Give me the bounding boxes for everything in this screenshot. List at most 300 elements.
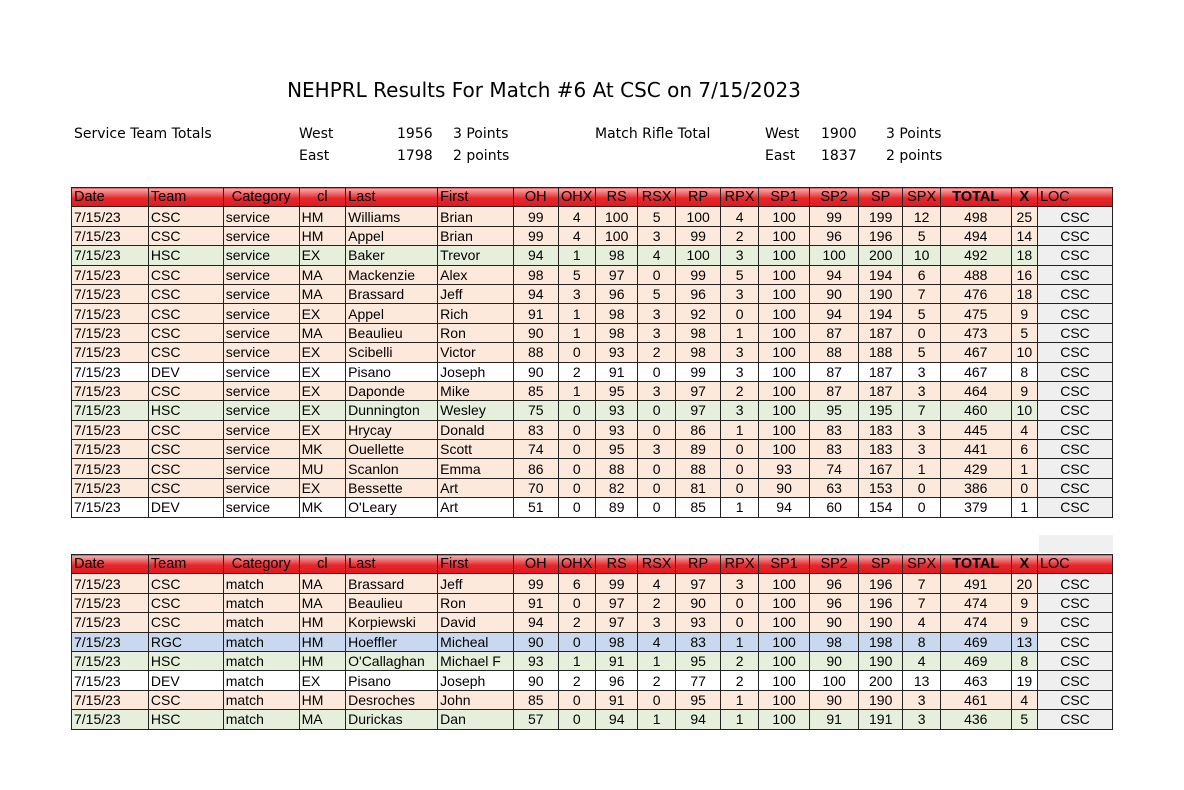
cell-rp: 81: [675, 478, 721, 497]
cell-rpx: 0: [721, 304, 758, 323]
cell-rpx: 0: [721, 593, 758, 612]
column-header-date: Date: [72, 188, 149, 207]
cell-last: Scibelli: [346, 343, 438, 362]
cell-sp1: 100: [758, 613, 810, 632]
cell-category: match: [223, 710, 299, 729]
cell-rpx: 3: [721, 284, 758, 303]
table-row: [72, 343, 1113, 362]
cell-rs: 91: [595, 690, 637, 709]
cell-first: Art: [438, 478, 514, 497]
cell-cl: HM: [299, 651, 346, 670]
cell-last: Dunnington: [346, 401, 438, 420]
cell-cl: EX: [299, 671, 346, 690]
cell-x: 0: [1011, 478, 1037, 497]
cell-loc: CSC: [1037, 420, 1112, 439]
cell-ohx: 1: [558, 323, 595, 342]
cell-last: Hrycay: [346, 420, 438, 439]
loc-gap-cell: [1039, 535, 1113, 553]
cell-first: Dan: [438, 710, 514, 729]
cell-first: Brian: [438, 207, 514, 226]
cell-sp: 200: [858, 246, 903, 265]
cell-team: HSC: [148, 401, 223, 420]
cell-cl: EX: [299, 362, 346, 381]
cell-x: 20: [1011, 574, 1037, 593]
cell-sp: 199: [858, 207, 903, 226]
cell-sp2: 91: [810, 710, 859, 729]
cell-rsx: 0: [638, 459, 675, 478]
cell-x: 19: [1011, 671, 1037, 690]
column-header-oh: OH: [514, 555, 559, 574]
cell-spx: 3: [903, 362, 940, 381]
cell-loc: CSC: [1037, 613, 1112, 632]
cell-rs: 88: [595, 459, 637, 478]
cell-team: CSC: [148, 478, 223, 497]
cell-category: match: [223, 671, 299, 690]
cell-sp1: 100: [758, 343, 810, 362]
cell-cl: EX: [299, 304, 346, 323]
cell-x: 18: [1011, 246, 1037, 265]
cell-rpx: 3: [721, 401, 758, 420]
table-row: [72, 304, 1113, 323]
cell-rpx: 2: [721, 381, 758, 400]
cell-sp1: 100: [758, 265, 810, 284]
cell-sp1: 93: [758, 459, 810, 478]
cell-ohx: 0: [558, 343, 595, 362]
cell-rp: 90: [675, 593, 721, 612]
cell-category: match: [223, 651, 299, 670]
cell-date: 7/15/23: [72, 420, 149, 439]
cell-sp2: 87: [810, 381, 859, 400]
cell-sp: 196: [858, 593, 903, 612]
column-header-rsx: RSX: [638, 555, 675, 574]
cell-last: O'Callaghan: [346, 651, 438, 670]
match-east-label: East: [765, 148, 796, 164]
cell-rpx: 3: [721, 574, 758, 593]
cell-oh: 88: [514, 343, 559, 362]
cell-rs: 91: [595, 651, 637, 670]
cell-spx: 1: [903, 459, 940, 478]
cell-team: RGC: [148, 632, 223, 651]
cell-rpx: 1: [721, 420, 758, 439]
match-totals-label: Match Rifle Total: [595, 126, 711, 142]
cell-date: 7/15/23: [72, 284, 149, 303]
cell-rpx: 1: [721, 632, 758, 651]
column-header-first: First: [438, 555, 514, 574]
cell-team: CSC: [148, 440, 223, 459]
cell-ohx: 4: [558, 207, 595, 226]
cell-ohx: 1: [558, 381, 595, 400]
column-header-category: Category: [223, 188, 299, 207]
cell-spx: 10: [903, 246, 940, 265]
cell-ohx: 0: [558, 459, 595, 478]
cell-total: 492: [940, 246, 1011, 265]
column-header-total: TOTAL: [940, 188, 1011, 207]
cell-ohx: 4: [558, 226, 595, 245]
cell-spx: 3: [903, 710, 940, 729]
cell-rsx: 3: [638, 440, 675, 459]
cell-loc: CSC: [1037, 226, 1112, 245]
cell-sp: 194: [858, 304, 903, 323]
cell-ohx: 2: [558, 362, 595, 381]
cell-total: 379: [940, 498, 1011, 517]
cell-rpx: 3: [721, 246, 758, 265]
cell-loc: CSC: [1037, 304, 1112, 323]
cell-date: 7/15/23: [72, 671, 149, 690]
cell-cl: EX: [299, 343, 346, 362]
cell-rp: 89: [675, 440, 721, 459]
cell-ohx: 0: [558, 440, 595, 459]
cell-team: CSC: [148, 593, 223, 612]
match-west-label: West: [765, 126, 800, 142]
cell-x: 4: [1011, 690, 1037, 709]
cell-rs: 97: [595, 593, 637, 612]
cell-sp: 198: [858, 632, 903, 651]
cell-rpx: 1: [721, 690, 758, 709]
cell-rs: 96: [595, 671, 637, 690]
cell-rp: 99: [675, 362, 721, 381]
cell-first: Donald: [438, 420, 514, 439]
cell-sp1: 90: [758, 478, 810, 497]
cell-sp: 190: [858, 651, 903, 670]
cell-last: Pisano: [346, 671, 438, 690]
cell-loc: CSC: [1037, 574, 1112, 593]
cell-date: 7/15/23: [72, 651, 149, 670]
cell-team: CSC: [148, 343, 223, 362]
cell-total: 441: [940, 440, 1011, 459]
cell-sp1: 94: [758, 498, 810, 517]
cell-spx: 7: [903, 593, 940, 612]
cell-loc: CSC: [1037, 323, 1112, 342]
cell-cl: EX: [299, 401, 346, 420]
cell-sp1: 100: [758, 207, 810, 226]
cell-oh: 57: [514, 710, 559, 729]
cell-oh: 90: [514, 323, 559, 342]
cell-rsx: 5: [638, 284, 675, 303]
column-header-sp1: SP1: [758, 188, 810, 207]
cell-rsx: 0: [638, 478, 675, 497]
cell-category: match: [223, 613, 299, 632]
cell-date: 7/15/23: [72, 381, 149, 400]
column-header-spx: SPX: [903, 555, 940, 574]
cell-x: 9: [1011, 381, 1037, 400]
cell-last: Scanlon: [346, 459, 438, 478]
cell-rp: 92: [675, 304, 721, 323]
cell-rsx: 4: [638, 246, 675, 265]
cell-rsx: 3: [638, 381, 675, 400]
column-header-team: Team: [148, 188, 223, 207]
cell-cl: MA: [299, 323, 346, 342]
cell-sp2: 88: [810, 343, 859, 362]
cell-sp1: 100: [758, 362, 810, 381]
cell-team: HSC: [148, 246, 223, 265]
cell-x: 1: [1011, 459, 1037, 478]
cell-cl: MA: [299, 593, 346, 612]
cell-loc: CSC: [1037, 690, 1112, 709]
cell-rsx: 0: [638, 690, 675, 709]
cell-oh: 70: [514, 478, 559, 497]
column-header-last: Last: [346, 555, 438, 574]
cell-loc: CSC: [1037, 632, 1112, 651]
cell-rpx: 2: [721, 226, 758, 245]
table-row: [72, 593, 1113, 612]
cell-rpx: 3: [721, 343, 758, 362]
cell-sp1: 100: [758, 593, 810, 612]
cell-first: Joseph: [438, 671, 514, 690]
cell-sp2: 96: [810, 226, 859, 245]
cell-oh: 94: [514, 246, 559, 265]
column-header-total: TOTAL: [940, 555, 1011, 574]
column-header-sp2: SP2: [810, 555, 859, 574]
cell-spx: 4: [903, 651, 940, 670]
cell-last: Brassard: [346, 574, 438, 593]
cell-sp2: 100: [810, 671, 859, 690]
cell-rs: 94: [595, 710, 637, 729]
cell-rsx: 2: [638, 593, 675, 612]
cell-spx: 7: [903, 574, 940, 593]
cell-rpx: 2: [721, 671, 758, 690]
cell-rsx: 3: [638, 323, 675, 342]
cell-team: CSC: [148, 574, 223, 593]
cell-spx: 3: [903, 420, 940, 439]
cell-ohx: 0: [558, 690, 595, 709]
cell-ohx: 1: [558, 651, 595, 670]
cell-date: 7/15/23: [72, 226, 149, 245]
column-header-team: Team: [148, 555, 223, 574]
table-row: [72, 671, 1113, 690]
table-row: [72, 420, 1113, 439]
cell-rpx: 1: [721, 498, 758, 517]
cell-loc: CSC: [1037, 246, 1112, 265]
cell-cl: MK: [299, 498, 346, 517]
cell-sp2: 90: [810, 613, 859, 632]
cell-date: 7/15/23: [72, 613, 149, 632]
cell-x: 10: [1011, 343, 1037, 362]
cell-date: 7/15/23: [72, 459, 149, 478]
cell-rpx: 0: [721, 613, 758, 632]
cell-ohx: 3: [558, 284, 595, 303]
cell-rs: 98: [595, 246, 637, 265]
cell-sp2: 63: [810, 478, 859, 497]
cell-date: 7/15/23: [72, 343, 149, 362]
cell-first: Emma: [438, 459, 514, 478]
cell-total: 474: [940, 593, 1011, 612]
cell-rsx: 0: [638, 420, 675, 439]
cell-team: CSC: [148, 459, 223, 478]
cell-sp: 196: [858, 574, 903, 593]
table-row: [72, 613, 1113, 632]
cell-loc: CSC: [1037, 710, 1112, 729]
cell-team: CSC: [148, 323, 223, 342]
cell-sp1: 100: [758, 226, 810, 245]
cell-cl: HM: [299, 690, 346, 709]
cell-spx: 6: [903, 265, 940, 284]
cell-spx: 3: [903, 381, 940, 400]
cell-sp2: 95: [810, 401, 859, 420]
cell-sp2: 87: [810, 362, 859, 381]
cell-rpx: 3: [721, 362, 758, 381]
cell-ohx: 6: [558, 574, 595, 593]
cell-ohx: 0: [558, 478, 595, 497]
cell-team: DEV: [148, 671, 223, 690]
cell-oh: 94: [514, 613, 559, 632]
cell-rs: 98: [595, 304, 637, 323]
service-west-score: 1956: [397, 126, 433, 142]
cell-sp1: 100: [758, 420, 810, 439]
cell-total: 491: [940, 574, 1011, 593]
cell-first: Jeff: [438, 574, 514, 593]
cell-rp: 95: [675, 651, 721, 670]
column-header-last: Last: [346, 188, 438, 207]
column-header-sp: SP: [858, 555, 903, 574]
cell-loc: CSC: [1037, 381, 1112, 400]
cell-first: Ron: [438, 593, 514, 612]
cell-cl: MA: [299, 284, 346, 303]
cell-oh: 85: [514, 690, 559, 709]
cell-x: 9: [1011, 304, 1037, 323]
cell-date: 7/15/23: [72, 304, 149, 323]
cell-sp2: 83: [810, 440, 859, 459]
cell-loc: CSC: [1037, 440, 1112, 459]
cell-rsx: 1: [638, 710, 675, 729]
cell-sp1: 100: [758, 440, 810, 459]
cell-rs: 98: [595, 632, 637, 651]
page-title: NEHPRL Results For Match #6 At CSC on 7/15/2023: [287, 78, 801, 102]
table-row: [72, 323, 1113, 342]
cell-team: CSC: [148, 381, 223, 400]
table-row: [72, 478, 1113, 497]
cell-sp2: 90: [810, 651, 859, 670]
cell-loc: CSC: [1037, 478, 1112, 497]
cell-category: service: [223, 381, 299, 400]
cell-ohx: 2: [558, 613, 595, 632]
cell-oh: 51: [514, 498, 559, 517]
column-header-x: X: [1011, 555, 1037, 574]
cell-rp: 85: [675, 498, 721, 517]
cell-sp2: 90: [810, 690, 859, 709]
cell-total: 386: [940, 478, 1011, 497]
cell-first: Jeff: [438, 284, 514, 303]
cell-ohx: 0: [558, 498, 595, 517]
cell-date: 7/15/23: [72, 574, 149, 593]
table-row: [72, 632, 1113, 651]
cell-rsx: 4: [638, 632, 675, 651]
cell-sp: 183: [858, 440, 903, 459]
cell-rsx: 5: [638, 207, 675, 226]
cell-category: service: [223, 401, 299, 420]
cell-rpx: 0: [721, 459, 758, 478]
column-header-sp2: SP2: [810, 188, 859, 207]
cell-spx: 5: [903, 343, 940, 362]
cell-first: David: [438, 613, 514, 632]
match-west-points: 3 Points: [886, 126, 942, 142]
cell-sp1: 100: [758, 284, 810, 303]
table-row: [72, 381, 1113, 400]
cell-spx: 8: [903, 632, 940, 651]
cell-oh: 99: [514, 574, 559, 593]
cell-total: 488: [940, 265, 1011, 284]
cell-x: 1: [1011, 498, 1037, 517]
cell-oh: 90: [514, 671, 559, 690]
cell-loc: CSC: [1037, 593, 1112, 612]
cell-rp: 93: [675, 613, 721, 632]
cell-rp: 86: [675, 420, 721, 439]
cell-date: 7/15/23: [72, 440, 149, 459]
cell-first: Scott: [438, 440, 514, 459]
table-row: [72, 284, 1113, 303]
cell-rsx: 0: [638, 265, 675, 284]
table-row: [72, 651, 1113, 670]
cell-oh: 99: [514, 207, 559, 226]
cell-cl: MA: [299, 710, 346, 729]
cell-sp: 191: [858, 710, 903, 729]
cell-rsx: 3: [638, 226, 675, 245]
cell-sp2: 94: [810, 265, 859, 284]
cell-cl: MK: [299, 440, 346, 459]
table-row: [72, 459, 1113, 478]
cell-team: HSC: [148, 710, 223, 729]
cell-first: Art: [438, 498, 514, 517]
cell-category: service: [223, 440, 299, 459]
column-header-cl: cl: [299, 188, 346, 207]
service-west-label: West: [299, 126, 334, 142]
cell-total: 498: [940, 207, 1011, 226]
cell-date: 7/15/23: [72, 207, 149, 226]
cell-oh: 86: [514, 459, 559, 478]
cell-total: 467: [940, 362, 1011, 381]
cell-rs: 91: [595, 362, 637, 381]
cell-last: Pisano: [346, 362, 438, 381]
cell-oh: 75: [514, 401, 559, 420]
table-row: [72, 226, 1113, 245]
cell-spx: 0: [903, 498, 940, 517]
cell-cl: EX: [299, 381, 346, 400]
cell-ohx: 0: [558, 420, 595, 439]
cell-category: match: [223, 632, 299, 651]
cell-team: DEV: [148, 362, 223, 381]
cell-rs: 97: [595, 265, 637, 284]
cell-rs: 95: [595, 440, 637, 459]
column-header-spx: SPX: [903, 188, 940, 207]
cell-category: service: [223, 226, 299, 245]
cell-sp2: 83: [810, 420, 859, 439]
cell-team: CSC: [148, 690, 223, 709]
cell-x: 8: [1011, 651, 1037, 670]
cell-team: HSC: [148, 651, 223, 670]
cell-category: service: [223, 323, 299, 342]
cell-oh: 74: [514, 440, 559, 459]
cell-sp: 187: [858, 381, 903, 400]
cell-first: Alex: [438, 265, 514, 284]
cell-sp: 200: [858, 671, 903, 690]
cell-rsx: 2: [638, 671, 675, 690]
cell-loc: CSC: [1037, 498, 1112, 517]
cell-sp: 190: [858, 284, 903, 303]
cell-sp1: 100: [758, 574, 810, 593]
column-header-rp: RP: [675, 555, 721, 574]
cell-sp: 190: [858, 690, 903, 709]
cell-loc: CSC: [1037, 343, 1112, 362]
cell-sp2: 90: [810, 284, 859, 303]
cell-cl: MA: [299, 265, 346, 284]
cell-sp1: 100: [758, 246, 810, 265]
cell-x: 5: [1011, 323, 1037, 342]
cell-date: 7/15/23: [72, 265, 149, 284]
cell-rsx: 1: [638, 651, 675, 670]
cell-ohx: 0: [558, 401, 595, 420]
cell-category: match: [223, 574, 299, 593]
cell-last: O'Leary: [346, 498, 438, 517]
cell-ohx: 0: [558, 632, 595, 651]
